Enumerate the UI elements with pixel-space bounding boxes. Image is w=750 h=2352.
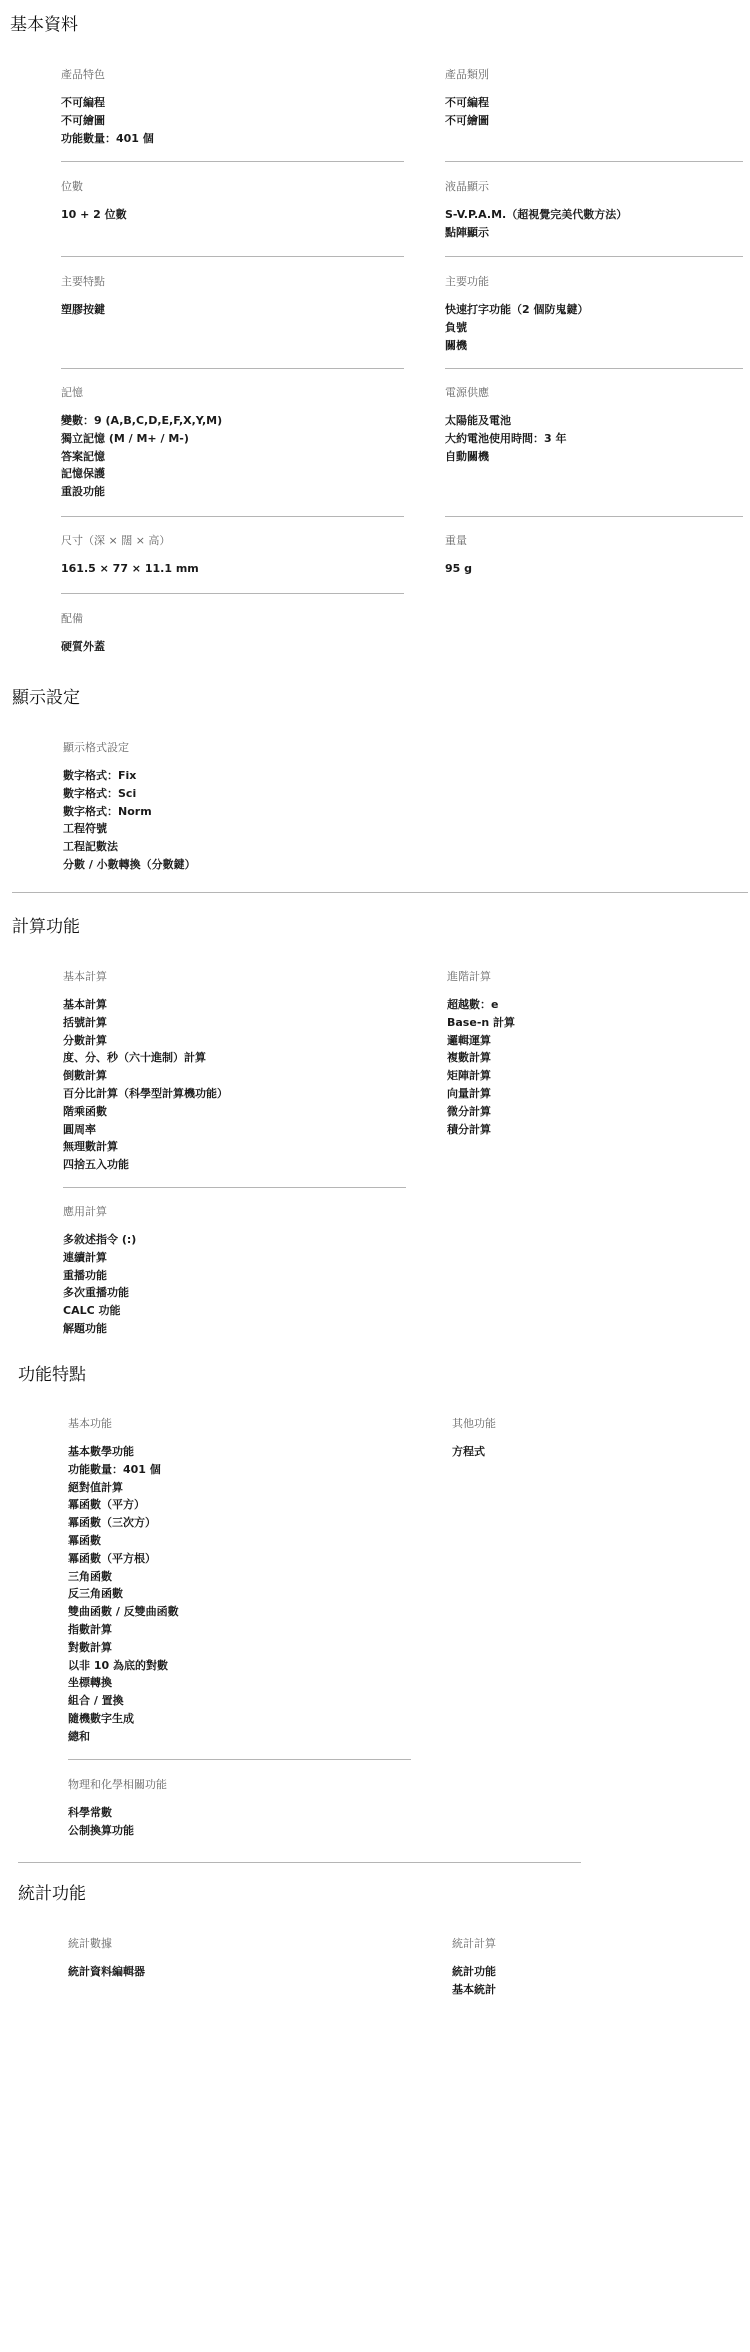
- spec-value: 向量計算: [447, 1086, 491, 1100]
- spec-statistics-calculation: [452, 1935, 496, 1999]
- spec-value: 不可繪圖: [445, 113, 489, 127]
- spec-value: 快速打字功能（2 個防鬼鍵）: [445, 303, 589, 316]
- spec-applied-calculation: [63, 1203, 136, 1338]
- spec-dimensions: [61, 532, 199, 578]
- spec-value: 點陣顯示: [445, 225, 489, 239]
- spec-other-functions: [452, 1415, 496, 1461]
- spec-value: 超越數：e: [447, 998, 499, 1011]
- spec-value: 數字格式：Fix: [63, 769, 137, 782]
- spec-label: 顯示格式設定: [63, 741, 129, 754]
- spec-value: 階乘函數: [63, 1104, 107, 1118]
- spec-label: 產品類別: [445, 68, 489, 81]
- spec-value: 多敘述指令 (:): [63, 1233, 137, 1246]
- section-title-calculation: 計算功能: [12, 917, 80, 937]
- spec-display-format: [63, 739, 196, 874]
- spec-lcd-display: [445, 178, 627, 242]
- spec-label: 統計計算: [452, 1937, 496, 1950]
- section-title-display-settings: 顯示設定: [12, 688, 80, 708]
- spec-values: [61, 560, 199, 578]
- spec-value: 百分比計算（科學型計算機功能）: [63, 1086, 228, 1100]
- spec-value: 冪函數（平方）: [68, 1498, 145, 1512]
- spec-value: 組合 / 置換: [68, 1694, 124, 1708]
- section-divider: [18, 1862, 581, 1863]
- spec-value: 冪函數（三次方）: [68, 1516, 156, 1530]
- spec-weight: [445, 532, 472, 578]
- spec-label: 配備: [61, 612, 83, 625]
- spec-value: 統計功能: [452, 1965, 496, 1978]
- divider: [61, 368, 404, 369]
- spec-value: 95 g: [445, 562, 473, 575]
- spec-value: 括號計算: [63, 1015, 107, 1029]
- spec-value: 重設功能: [61, 485, 105, 499]
- spec-value: 總和: [68, 1729, 90, 1743]
- spec-statistics-data: [68, 1935, 145, 1981]
- spec-advanced-calculation: [447, 968, 515, 1138]
- spec-label: 重量: [445, 534, 467, 547]
- spec-label: 主要特點: [61, 275, 105, 288]
- spec-power-supply: [445, 384, 566, 465]
- spec-value: 重播功能: [63, 1268, 107, 1282]
- spec-value: 以非 10 為底的對數: [68, 1658, 168, 1672]
- spec-physics-chemistry: [68, 1776, 167, 1840]
- spec-main-features: [61, 273, 105, 319]
- spec-label: 其他功能: [452, 1417, 496, 1430]
- divider: [68, 1759, 411, 1760]
- spec-value: 指數計算: [68, 1622, 112, 1636]
- section-title-basic-info: 基本資料: [10, 15, 78, 35]
- spec-value: 基本計算: [63, 998, 107, 1011]
- spec-label: 產品特色: [61, 68, 105, 81]
- spec-value: 反三角函數: [68, 1587, 123, 1601]
- spec-value: 基本統計: [452, 1982, 496, 1996]
- spec-value: 四捨五入功能: [63, 1158, 129, 1172]
- spec-value: 塑膠按鍵: [61, 303, 105, 316]
- spec-value: 大約電池使用時間：3 年: [445, 431, 567, 445]
- spec-value: S-V.P.A.M.（超視覺完美代數方法）: [445, 208, 628, 221]
- divider: [445, 161, 743, 162]
- spec-value: 雙曲函數 / 反雙曲函數: [68, 1605, 179, 1619]
- spec-value: 工程符號: [63, 822, 107, 836]
- spec-value: 硬質外蓋: [61, 640, 105, 653]
- spec-value: 對數計算: [68, 1640, 112, 1654]
- spec-label: 統計數據: [68, 1937, 112, 1950]
- spec-label: 物理和化學相關功能: [68, 1778, 167, 1791]
- spec-value: 解題功能: [63, 1321, 107, 1335]
- spec-label: 液晶顯示: [445, 180, 489, 193]
- spec-value: 公制換算功能: [68, 1823, 134, 1837]
- spec-value: 負號: [445, 320, 467, 334]
- spec-value: 不可編程: [445, 96, 489, 109]
- spec-value: 方程式: [452, 1445, 485, 1458]
- spec-value: 坐標轉換: [68, 1676, 112, 1690]
- spec-basic-functions: [68, 1415, 179, 1746]
- spec-value: 度、分、秒（六十進制）計算: [63, 1051, 206, 1065]
- spec-values: [447, 996, 515, 1138]
- spec-values: [61, 412, 222, 501]
- spec-value: 不可編程: [61, 96, 105, 109]
- spec-values: [63, 996, 228, 1174]
- spec-value: 冪函數: [68, 1533, 101, 1547]
- spec-values: [63, 1231, 136, 1338]
- spec-value: 161.5 × 77 × 11.1 mm: [61, 562, 199, 575]
- spec-value: 功能數量：401 個: [61, 131, 154, 145]
- spec-values: [445, 301, 588, 354]
- spec-values: [63, 767, 196, 874]
- spec-value: 分數計算: [63, 1033, 107, 1047]
- section-title-function-features: 功能特點: [18, 1365, 86, 1385]
- spec-values: [61, 301, 105, 319]
- spec-values: [61, 206, 127, 224]
- divider: [445, 368, 743, 369]
- spec-value: 功能數量：401 個: [68, 1462, 161, 1476]
- spec-label: 基本功能: [68, 1417, 112, 1430]
- section-divider: [12, 892, 748, 893]
- spec-value: 分數 / 小數轉換（分數鍵）: [63, 857, 196, 871]
- spec-value: 無理數計算: [63, 1140, 118, 1154]
- spec-accessories: [61, 610, 105, 656]
- spec-values: [445, 206, 627, 242]
- spec-value: 數字格式：Norm: [63, 804, 152, 818]
- spec-value: 答案記憶: [61, 449, 105, 463]
- spec-values: [452, 1443, 496, 1461]
- spec-value: 連續計算: [63, 1250, 107, 1264]
- spec-product-category: [445, 66, 489, 130]
- spec-label: 位數: [61, 180, 83, 193]
- spec-value: 不可繪圖: [61, 113, 105, 127]
- spec-value: 隨機數字生成: [68, 1711, 134, 1725]
- spec-value: 複數計算: [447, 1051, 491, 1065]
- spec-label: 記憶: [61, 386, 83, 399]
- spec-values: [68, 1443, 179, 1746]
- spec-value: 記憶保護: [61, 467, 105, 481]
- spec-label: 基本計算: [63, 970, 107, 983]
- spec-values: [452, 1963, 496, 1999]
- spec-value: 積分計算: [447, 1122, 491, 1136]
- spec-values: [68, 1804, 167, 1840]
- divider: [61, 256, 404, 257]
- spec-value: 獨立記憶 (M / M+ / M-): [61, 431, 189, 445]
- spec-value: CALC 功能: [63, 1304, 121, 1318]
- divider: [445, 516, 743, 517]
- spec-value: 冪函數（平方根）: [68, 1551, 156, 1565]
- divider: [61, 161, 404, 162]
- divider: [61, 593, 404, 594]
- spec-label: 進階計算: [447, 970, 491, 983]
- spec-values: [445, 94, 489, 130]
- spec-value: 絕對值計算: [68, 1480, 123, 1494]
- spec-value: 微分計算: [447, 1104, 491, 1118]
- spec-value: 太陽能及電池: [445, 414, 511, 427]
- spec-value: 基本數學功能: [68, 1445, 134, 1458]
- spec-value: 矩陣計算: [447, 1069, 491, 1083]
- spec-value: 圓周率: [63, 1122, 96, 1136]
- spec-value: 工程記數法: [63, 840, 118, 854]
- spec-value: 統計資料編輯器: [68, 1965, 145, 1978]
- spec-value: 自動關機: [445, 449, 489, 463]
- spec-value: 邏輯運算: [447, 1033, 491, 1047]
- spec-digits: [61, 178, 127, 224]
- spec-values: [445, 412, 566, 465]
- spec-values: [68, 1963, 145, 1981]
- divider: [63, 1187, 406, 1188]
- spec-product-features: [61, 66, 154, 147]
- spec-label: 尺寸（深 × 闊 × 高）: [61, 534, 171, 547]
- spec-value: 數字格式：Sci: [63, 786, 137, 800]
- spec-label: 電源供應: [445, 386, 489, 399]
- spec-values: [61, 638, 105, 656]
- spec-value: 倒數計算: [63, 1069, 107, 1083]
- spec-value: 10 + 2 位數: [61, 208, 127, 221]
- spec-value: 多次重播功能: [63, 1286, 129, 1300]
- spec-value: 三角函數: [68, 1569, 112, 1583]
- section-title-statistics: 統計功能: [18, 1884, 86, 1904]
- spec-values: [61, 94, 154, 147]
- spec-main-functions: [445, 273, 588, 354]
- spec-label: 應用計算: [63, 1205, 107, 1218]
- spec-basic-calculation: [63, 968, 228, 1174]
- divider: [61, 516, 404, 517]
- spec-value: 科學常數: [68, 1806, 112, 1819]
- spec-value: 關機: [445, 338, 467, 352]
- spec-value: 變數：9 (A,B,C,D,E,F,X,Y,M): [61, 414, 223, 427]
- divider: [445, 256, 743, 257]
- spec-value: Base-n 計算: [447, 1015, 516, 1029]
- spec-label: 主要功能: [445, 275, 489, 288]
- spec-memory: [61, 384, 222, 501]
- spec-values: [445, 560, 472, 578]
